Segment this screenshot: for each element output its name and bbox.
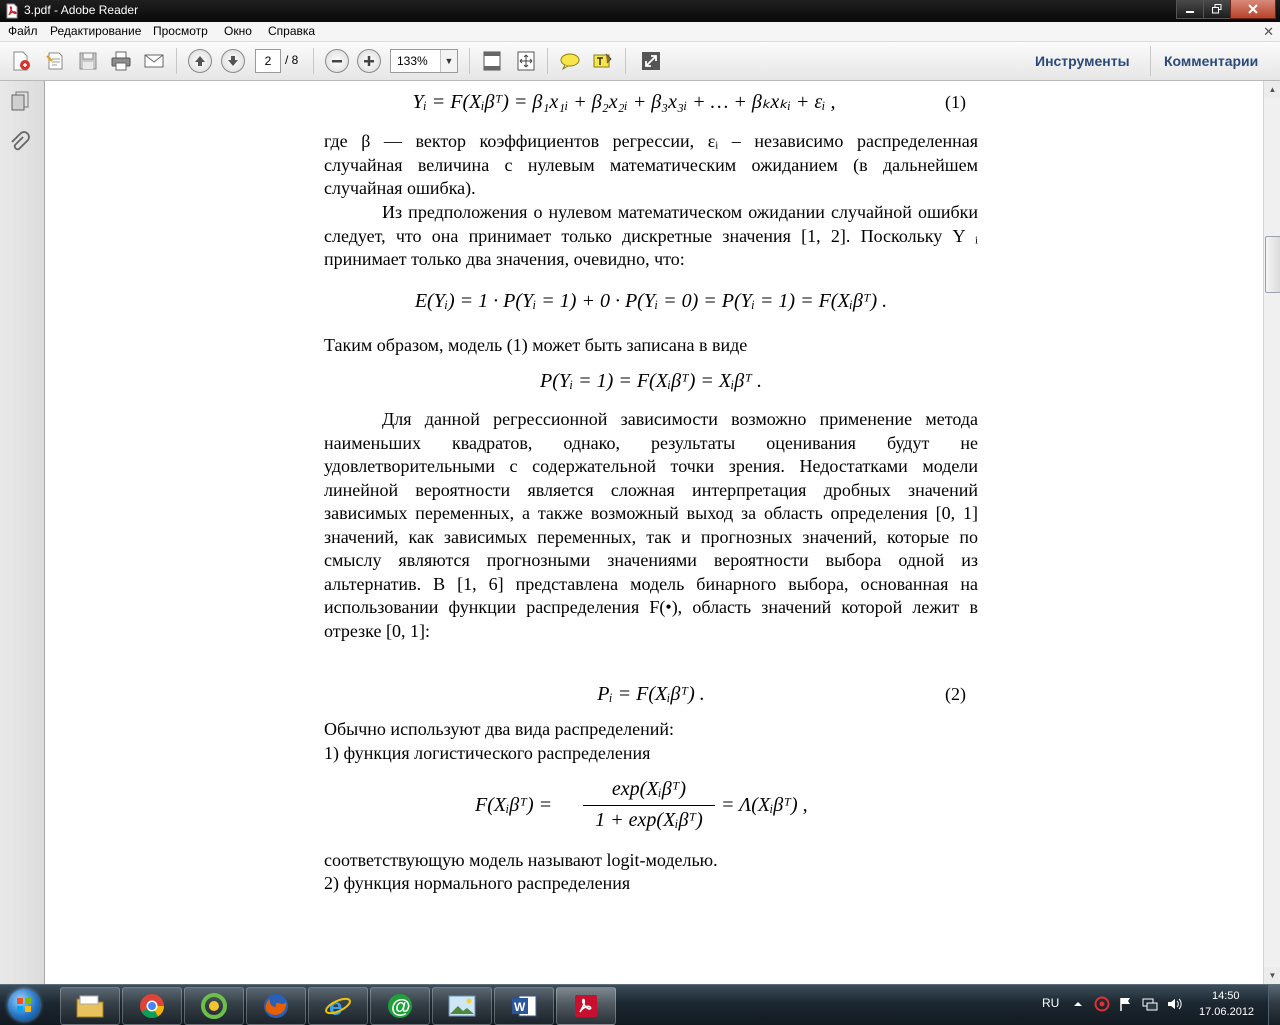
page-thumbnails-icon[interactable]: [8, 89, 32, 113]
taskbar-qip[interactable]: [184, 987, 244, 1025]
plus-icon: [357, 49, 381, 73]
word-icon: [510, 992, 538, 1020]
menu-file[interactable]: Файл: [8, 24, 38, 38]
toolbar-divider: [1150, 46, 1151, 76]
next-page-button[interactable]: [220, 48, 246, 74]
internet-explorer-icon: [324, 992, 352, 1020]
email-button[interactable]: [141, 48, 167, 74]
zoom-out-button[interactable]: [324, 48, 350, 74]
page-number-input[interactable]: 2: [255, 49, 281, 73]
fraction-line: [583, 805, 715, 806]
title-bar: [0, 0, 1280, 22]
create-pdf-icon: [10, 50, 32, 72]
envelope-icon: [143, 50, 165, 72]
language-indicator[interactable]: RU: [1042, 996, 1060, 1010]
close-icon: [1248, 4, 1258, 14]
comments-pane-button[interactable]: Комментарии: [1164, 53, 1259, 69]
equation-logit-rhs: = Λ(Xᵢβᵀ) ,: [721, 794, 808, 816]
qip-icon: [200, 992, 228, 1020]
document-viewer[interactable]: [45, 81, 1263, 984]
menu-bar: [0, 22, 1280, 42]
chevron-down-icon[interactable]: ▼: [440, 50, 457, 72]
pdf-icon: [4, 3, 20, 19]
adobe-reader-icon: [572, 992, 600, 1020]
list-item: 1) функция логистического распределения: [324, 743, 651, 763]
menu-help[interactable]: Справка: [268, 24, 316, 38]
restore-icon: [1212, 4, 1222, 14]
paragraph: соответствующую модель называют logit-моделью.: [324, 850, 718, 870]
chrome-icon: [138, 992, 166, 1020]
paragraph: Из предположения о нулевом математическом ожидании случайной ошибки следует, что она принимает только дискретные значения [1, 2]. Поскольку Y ᵢ принимает только два значения, очевидно, что:: [324, 202, 978, 269]
edit-pdf-icon: [44, 50, 66, 72]
equation-logit: [475, 776, 895, 836]
clock-time[interactable]: 14:50: [1212, 990, 1240, 1002]
close-button[interactable]: [1230, 0, 1276, 19]
svg-text:@: @: [391, 996, 411, 1018]
print-icon: [110, 50, 132, 72]
action-center-flag-icon[interactable]: [1118, 996, 1134, 1012]
svg-text:W: W: [514, 1000, 526, 1014]
toolbar-divider: [176, 48, 177, 74]
fit-page-icon: [515, 50, 537, 72]
menu-view[interactable]: Просмотр: [153, 24, 208, 38]
paperclip-icon[interactable]: [8, 131, 32, 155]
comment-icon: [559, 50, 581, 72]
firefox-icon: [262, 992, 290, 1020]
folder-icon: [75, 992, 105, 1020]
equation-number: (2): [945, 684, 966, 704]
taskbar-word[interactable]: [494, 987, 554, 1025]
save-icon: [77, 50, 99, 72]
paragraph: Для данной регрессионной зависимости возможно применение метода наименьших квадратов, однако, результаты оценивания будут не удовлетворительными с содержательной точки зрения. Недостатками модели линейной вероятности является сложная интерпретация дробных значений зависимых переменных, а также возможный выход за область определения [0, 1] значений, как зависимых переменных, так и прогнозных значений, которые по смыслу являются прогнозными значениями вероятности выбора одной из альтернатив. В [1, 6] представлена модель бинарного выбора, основанная на использовании функции распределения F(•), область значений которой лежит в отрезке [0, 1]:: [324, 409, 978, 641]
fit-width-button[interactable]: [479, 48, 505, 74]
vertical-scrollbar[interactable]: [1263, 81, 1280, 984]
fit-width-icon: [481, 50, 503, 72]
taskbar: [0, 984, 1280, 1025]
chevron-up-icon[interactable]: [1070, 996, 1086, 1012]
zoom-in-button[interactable]: [356, 48, 382, 74]
print-button[interactable]: [108, 48, 134, 74]
taskbar-photo-viewer[interactable]: [432, 987, 492, 1025]
scroll-up-arrow-icon[interactable]: ▲: [1264, 81, 1280, 98]
zoom-dropdown[interactable]: [390, 49, 458, 73]
highlight-icon: [592, 50, 614, 72]
photo-icon: [447, 993, 477, 1019]
save-button[interactable]: [75, 48, 101, 74]
equation-logit-lhs: F(Xᵢβᵀ) =: [475, 794, 553, 816]
paragraph: Обычно используют два вида распределений:: [324, 719, 675, 739]
toolbar-divider: [313, 48, 314, 74]
start-button[interactable]: [3, 987, 45, 1023]
equation-number: (1): [945, 92, 966, 112]
taskbar-internet-explorer[interactable]: [308, 987, 368, 1025]
windows-logo-icon: [8, 989, 40, 1021]
restore-button[interactable]: [1203, 0, 1231, 19]
paragraph: где β — вектор коэффициентов регрессии, εᵢ – независимо распределенная случайная величина с нулевым математическим ожиданием (в дальнейшем случайная ошибка).: [324, 131, 978, 198]
paragraph: Таким образом, модель (1) может быть записана в виде: [324, 335, 748, 355]
svg-text:e: e: [329, 994, 343, 1020]
antivirus-icon[interactable]: [1094, 996, 1110, 1012]
create-pdf-button[interactable]: [8, 48, 34, 74]
tools-pane-button[interactable]: Инструменты: [1035, 53, 1130, 69]
previous-page-button[interactable]: [187, 48, 213, 74]
show-desktop-button[interactable]: [1268, 985, 1280, 1025]
arrow-up-icon: [188, 49, 212, 73]
edit-pdf-button[interactable]: [42, 48, 68, 74]
clock-date[interactable]: 17.06.2012: [1199, 1006, 1255, 1018]
page-total: / 8: [285, 53, 299, 67]
equation-2: Pᵢ = F(Xᵢβᵀ) .: [597, 683, 705, 705]
equation-logit-denominator: 1 + exp(Xᵢβᵀ): [595, 809, 703, 831]
menu-window[interactable]: Окно: [224, 24, 252, 38]
minus-icon: [325, 49, 349, 73]
toolbar-divider: [469, 48, 470, 74]
scroll-thumb[interactable]: [1265, 236, 1280, 293]
at-sign-icon: [386, 992, 414, 1020]
toolbar-divider: [547, 48, 548, 74]
fit-page-button[interactable]: [513, 48, 539, 74]
arrow-down-icon: [221, 49, 245, 73]
equation-1: Yᵢ = F(Xᵢβᵀ) = β₁x₁ᵢ + β₂x₂ᵢ + β₃x₃ᵢ + … + βₖxₖᵢ + εᵢ ,: [412, 91, 836, 113]
minimize-button[interactable]: [1176, 0, 1204, 19]
taskbar-file-explorer[interactable]: [60, 987, 120, 1025]
taskbar-mail-agent[interactable]: [370, 987, 430, 1025]
taskbar-firefox[interactable]: [246, 987, 306, 1025]
highlight-button[interactable]: [590, 48, 616, 74]
list-item: 2) функция нормального распределения: [324, 873, 631, 893]
minimize-icon: [1185, 4, 1195, 14]
pdf-page: [45, 81, 1263, 984]
volume-icon[interactable]: [1166, 996, 1182, 1012]
network-icon[interactable]: [1142, 996, 1158, 1012]
add-comment-button[interactable]: [557, 48, 583, 74]
scroll-down-arrow-icon[interactable]: ▼: [1264, 967, 1280, 984]
equation-logit-numerator: exp(Xᵢβᵀ): [611, 778, 687, 800]
taskbar-chrome[interactable]: [122, 987, 182, 1025]
navigation-panel: [0, 81, 45, 984]
equation-probability: P(Yᵢ = 1) = F(Xᵢβᵀ) = Xᵢβᵀ .: [540, 370, 762, 392]
fullscreen-button[interactable]: [638, 48, 664, 74]
window-title: 3.pdf - Adobe Reader: [24, 3, 139, 17]
expand-icon: [640, 50, 662, 72]
toolbar-divider: [625, 48, 626, 74]
taskbar-adobe-reader[interactable]: [556, 987, 616, 1025]
close-document-icon[interactable]: ✕: [1263, 24, 1274, 39]
equation-expectation: E(Yᵢ) = 1 · P(Yᵢ = 1) + 0 · P(Yᵢ = 0) = P(Yᵢ = 1) = F(Xᵢβᵀ) .: [414, 290, 888, 312]
zoom-value: 133%: [397, 54, 428, 68]
menu-edit[interactable]: Редактирование: [50, 24, 142, 38]
